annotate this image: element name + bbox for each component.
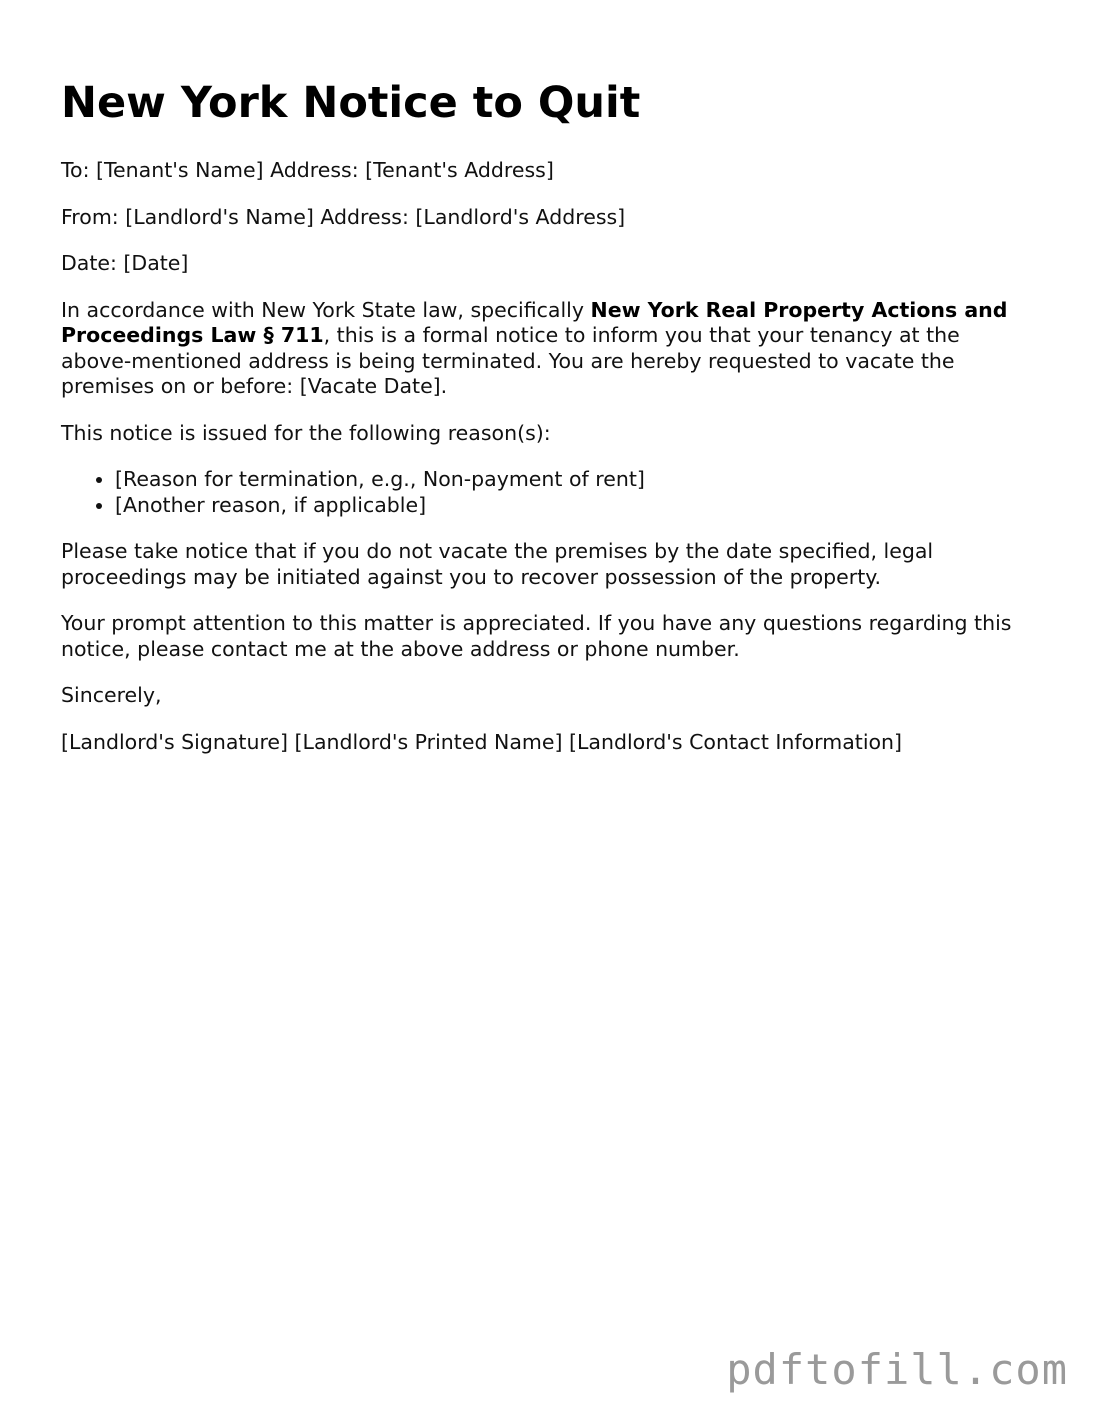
- closing-paragraph: Your prompt attention to this matter is appreciated. If you have any questions regarding this notice, please contact me at the above address or phone number.: [61, 611, 1012, 661]
- watermark: pdftofill.com: [726, 1345, 1068, 1394]
- from-line: From: [Landlord's Name] Address: [Landlord's Address]: [61, 204, 626, 229]
- intro-text-after: , this is a formal notice to inform you that your tenancy at the above-mentioned address is being terminated. You are hereby requested to vacate the premises on or before: [Vacate Date].: [61, 323, 960, 398]
- intro-text-before: In accordance with New York State law, specifically: [61, 297, 591, 322]
- warning-paragraph: Please take notice that if you do not vacate the premises by the date specified, legal proceedings may be initiated against you to recover possession of the property.: [61, 539, 934, 589]
- document-page: [61, 76, 1036, 776]
- reasons-intro: This notice is issued for the following reason(s):: [61, 420, 551, 445]
- to-line: To: [Tenant's Name] Address: [Tenant's Address]: [61, 158, 554, 182]
- sign-off: Sincerely,: [61, 683, 162, 707]
- law-reference: New York Real Property Actions and Proceedings Law § 711: [61, 297, 1008, 347]
- list-item: • [Reason for termination, e.g., Non-payment of rent]: [115, 467, 1036, 493]
- signature-line: [Landlord's Signature] [Landlord's Printed Name] [Landlord's Contact Information]: [61, 729, 903, 754]
- date-line: Date: [Date]: [61, 251, 189, 275]
- list-item: • [Another reason, if applicable]: [115, 493, 1036, 519]
- document-title: New York Notice to Quit: [61, 78, 641, 128]
- intro-paragraph: [61, 298, 1036, 400]
- reasons-list: [61, 467, 1036, 518]
